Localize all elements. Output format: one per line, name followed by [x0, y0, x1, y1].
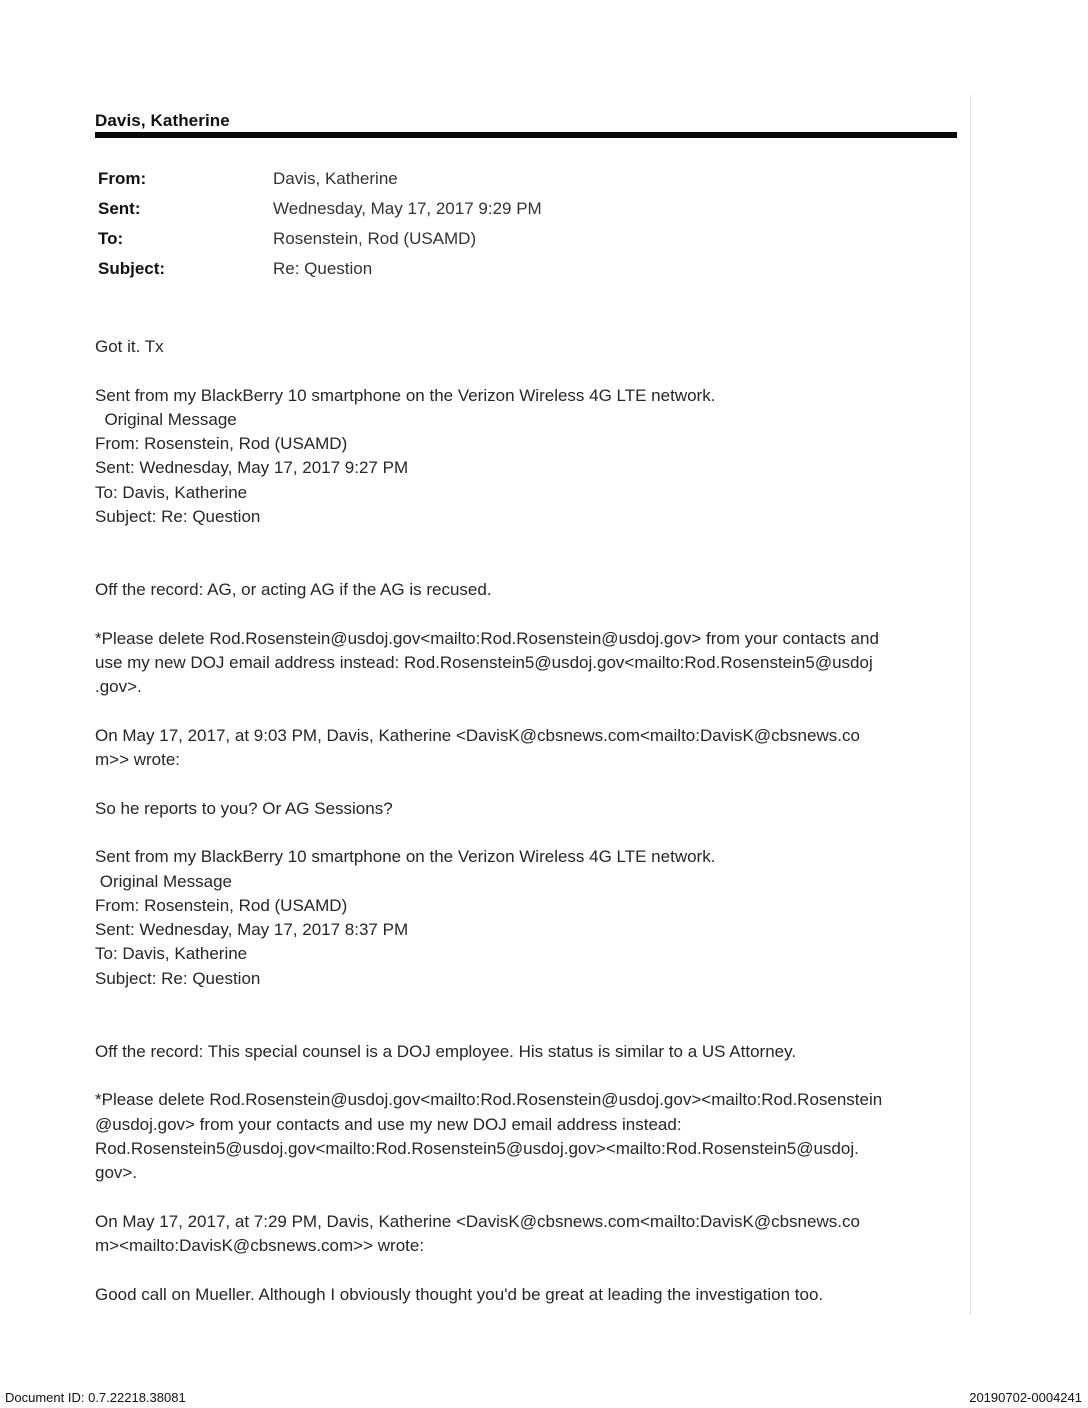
- body-line: Off the record: This special counsel is a DOJ employee. His status is similar to a US Attorney.: [95, 1041, 797, 1061]
- body-line: Sent: Wednesday, May 17, 2017 9:27 PM: [95, 458, 409, 478]
- body-line: On May 17, 2017, at 7:29 PM, Davis, Katherine <DavisK@cbsnews.com<mailto:DavisK@cbsnews.co: [95, 1211, 860, 1231]
- header-value: Re: Question: [273, 259, 373, 278]
- header-label: From:: [98, 169, 147, 188]
- body-line: m>> wrote:: [95, 750, 181, 770]
- blank-line: [95, 1258, 965, 1282]
- body-line: From: Rosenstein, Rod (USAMD): [95, 895, 348, 915]
- blank-line: [95, 529, 965, 553]
- body-line: Good call on Mueller. Although I obviously thought you'd be great at leading the investigation too.: [95, 1284, 824, 1304]
- blank-line: [95, 602, 965, 626]
- body-line: Off the record: AG, or acting AG if the AG is recused.: [95, 579, 492, 599]
- document-title: Davis, Katherine: [95, 111, 230, 130]
- body-line: Original Message: [95, 409, 237, 429]
- header-value: Rosenstein, Rod (USAMD): [273, 229, 477, 248]
- body-line: So he reports to you? Or AG Sessions?: [95, 798, 393, 818]
- body-line: Sent from my BlackBerry 10 smartphone on the Verizon Wireless 4G LTE network.: [95, 847, 716, 867]
- blank-line: [95, 1185, 965, 1209]
- bates-number: 20190702-0004241: [969, 1390, 1082, 1405]
- body-line: gov>.: [95, 1163, 138, 1183]
- page-border: [970, 95, 971, 1315]
- blank-line: [95, 699, 965, 723]
- blank-line: [95, 554, 965, 578]
- body-line: On May 17, 2017, at 9:03 PM, Davis, Katherine <DavisK@cbsnews.com<mailto:DavisK@cbsnews.co: [95, 725, 860, 745]
- blank-line: [95, 1064, 965, 1088]
- email-body: [95, 335, 965, 1307]
- body-line: Sent: Wednesday, May 17, 2017 8:37 PM: [95, 920, 409, 940]
- body-line: *Please delete Rod.Rosenstein@usdoj.gov<mailto:Rod.Rosenstein@usdoj.gov><mailto:Rod.Rosenstein: [95, 1090, 883, 1110]
- document-id: Document ID: 0.7.22218.38081: [5, 1390, 186, 1405]
- blank-line: [95, 991, 965, 1015]
- body-line: .gov>.: [95, 677, 142, 697]
- body-line: Sent from my BlackBerry 10 smartphone on the Verizon Wireless 4G LTE network.: [95, 385, 716, 405]
- title-rule: [95, 132, 957, 138]
- body-line: To: Davis, Katherine: [95, 944, 248, 964]
- body-line: Original Message: [95, 871, 233, 891]
- header-label: To:: [98, 229, 124, 248]
- body-line: Rod.Rosenstein5@usdoj.gov<mailto:Rod.Rosenstein5@usdoj.gov><mailto:Rod.Rosenstein5@usdoj.: [95, 1138, 859, 1158]
- body-line: From: Rosenstein, Rod (USAMD): [95, 434, 348, 454]
- body-line: Got it. Tx: [95, 337, 164, 356]
- blank-line: [95, 821, 965, 845]
- body-line: Subject: Re: Question: [95, 507, 261, 527]
- body-line: use my new DOJ email address instead: Rod.Rosenstein5@usdoj.gov<mailto:Rod.Rosenstein5@usdoj: [95, 652, 873, 672]
- body-line: @usdoj.gov> from your contacts and use my new DOJ email address instead:: [95, 1114, 682, 1134]
- body-line: *Please delete Rod.Rosenstein@usdoj.gov<mailto:Rod.Rosenstein@usdoj.gov> from your contacts and: [95, 628, 879, 648]
- body-line: To: Davis, Katherine: [95, 482, 248, 502]
- blank-line: [95, 1015, 965, 1039]
- header-value: Davis, Katherine: [273, 169, 398, 188]
- body-line: m><mailto:DavisK@cbsnews.com>> wrote:: [95, 1235, 425, 1255]
- blank-line: [95, 772, 965, 796]
- header-value: Wednesday, May 17, 2017 9:29 PM: [273, 199, 542, 218]
- body-line: Subject: Re: Question: [95, 968, 261, 988]
- header-label: Sent:: [98, 199, 141, 218]
- blank-line: [95, 359, 965, 383]
- header-label: Subject:: [98, 259, 166, 278]
